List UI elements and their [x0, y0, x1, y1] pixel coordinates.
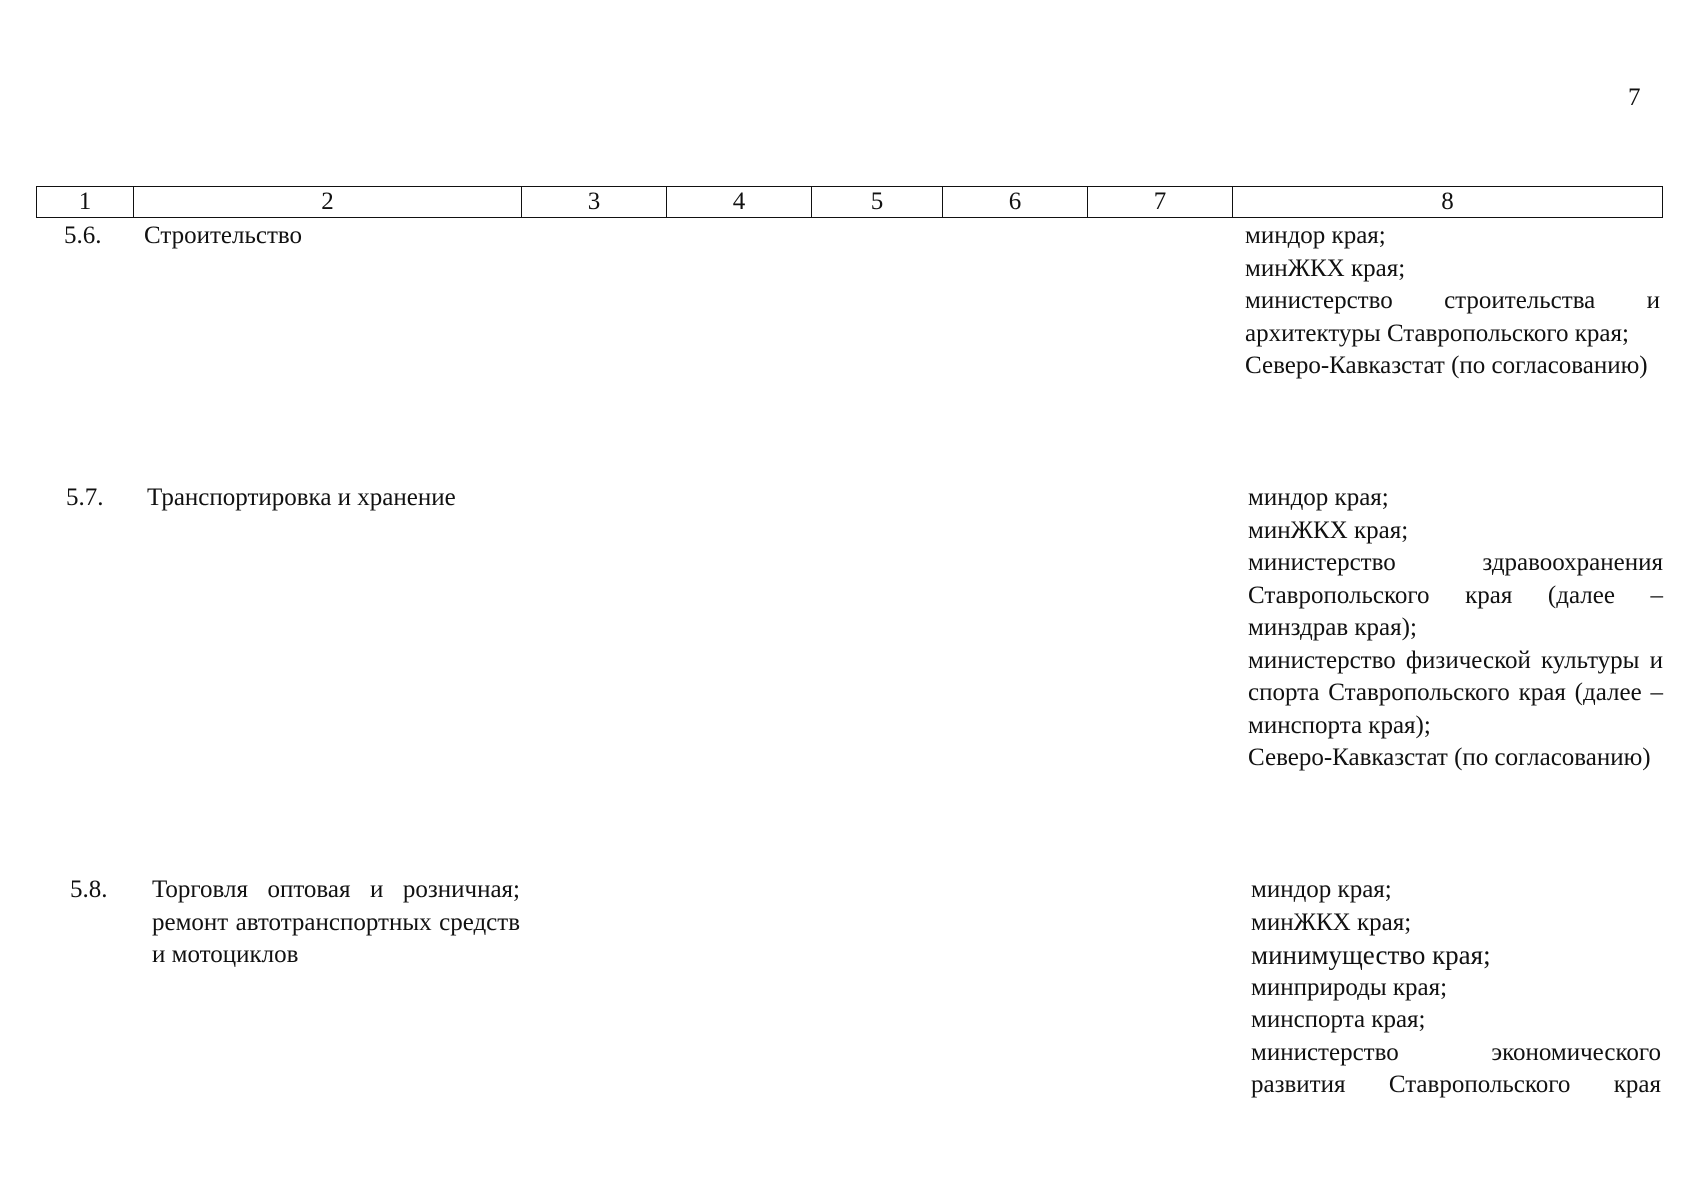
column-header-1: 1: [37, 187, 134, 218]
row-number: 5.6.: [64, 222, 102, 249]
row-agencies: [1248, 482, 1663, 775]
table-row: [64, 220, 1664, 460]
row-number: 5.7.: [66, 484, 104, 511]
agency-line: министерство экономического развития Ставропольского края: [1251, 1038, 1661, 1098]
column-header-5: 5: [812, 187, 943, 218]
table-row: [70, 874, 1670, 1114]
column-header-table: [36, 186, 1663, 218]
page-number: 7: [1628, 84, 1641, 111]
agency-line: Северо-Кавказстат (по согласованию): [1248, 744, 1651, 771]
agency-line: минЖКХ края;: [1248, 516, 1409, 544]
column-header-4: 4: [667, 187, 812, 218]
row-agencies: [1245, 220, 1660, 383]
agency-line: минспорта края;: [1251, 1006, 1426, 1033]
agency-line: миндор края;: [1248, 484, 1389, 511]
row-title: Торговля оптовая и розничная; ремонт автотранспортных средств и мотоциклов: [152, 876, 520, 968]
agency-line: министерство физической культуры и спорта Ставропольского края (далее – минспорта края);: [1248, 646, 1663, 739]
agency-line: минЖКХ края;: [1245, 254, 1406, 282]
row-number: 5.8.: [70, 876, 108, 903]
agency-line: министерство строительства и архитектуры Ставропольского края;: [1245, 287, 1660, 347]
agency-line: минимущество края;: [1251, 940, 1491, 970]
table-row: [66, 482, 1666, 822]
agency-line: министерство здравоохранения Ставропольского края (далее – минздрав края);: [1248, 549, 1663, 641]
agency-line: миндор края;: [1251, 876, 1392, 903]
column-header-7: 7: [1088, 187, 1233, 218]
agency-line: миндор края;: [1245, 222, 1386, 249]
column-header-6: 6: [943, 187, 1088, 218]
column-header-8: 8: [1233, 187, 1663, 218]
agency-line: Северо-Кавказстат (по согласованию): [1245, 352, 1648, 379]
agency-line: минприроды края;: [1251, 973, 1448, 1001]
agency-line: минЖКХ края;: [1251, 908, 1412, 936]
row-title: Транспортировка и хранение: [147, 484, 456, 511]
column-header-2: 2: [134, 187, 522, 218]
row-agencies: [1251, 874, 1661, 1102]
column-header-3: 3: [522, 187, 667, 218]
row-title: Строительство: [144, 222, 303, 249]
